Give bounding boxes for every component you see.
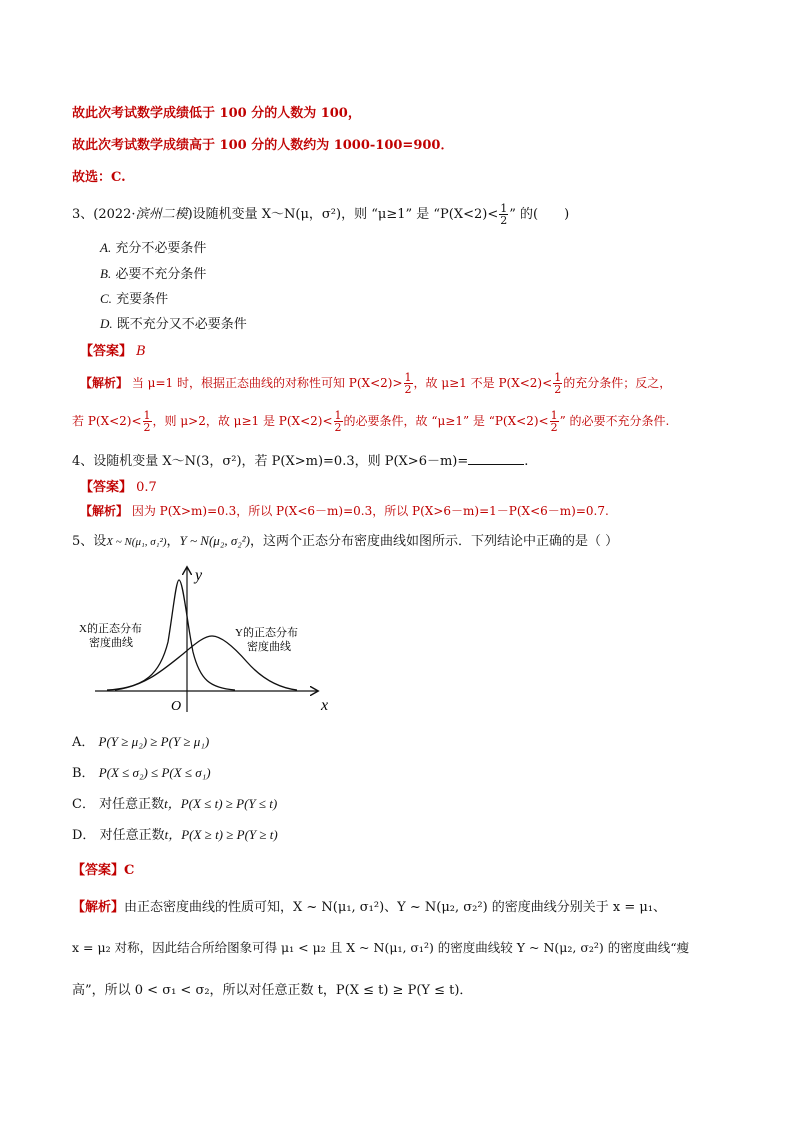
q3-analysis-line1: 【解析】 当 μ=1 时，根据正态曲线的对称性可知 P(X<2)> $\frac{1}{2}$ ，故 μ≥1 不是 P(X<2)< $\frac{1}{2}$ 的充分条件；反之， [80,371,672,396]
q5-analysis-line1: 【解析】由正态密度曲线的性质可知，X ~ N(μ₁, σ₁²)、Y ~ N(μ₂, σ₂²) 的密度曲线分别关于 x = μ₁、 [72,900,667,915]
q3-answer: 【答案】 B [80,344,146,359]
y-axis-label: y [195,567,203,584]
text-line: 故此次考试数学成绩高于 100 分的人数约为 1000-100=900． [72,138,454,153]
question-4-stem: 4、设随机变量 X～N(3，σ²)，若 P(X>m)=0.3，则 P(X>6－m)= . [72,454,529,469]
x-curve-label: 密度曲线 [89,637,133,649]
q3-option-a: A. 充分不必要条件 [100,240,207,256]
q3-stem-part: )设随机变量 X～N(μ，σ²)，则 “μ≥1” 是 “P(X<2)< [187,207,499,222]
q4-analysis: 【解析】 因为 P(X>m)=0.3，所以 P(X<6－m)=0.3，所以 P(X>6－m)=1－P(X<6－m)=0.7. [80,504,609,518]
q5-option-c: C． 对任意正数t，P(X ≤ t) ≥ P(Y ≤ t) [72,796,278,812]
q5-analysis-line2: x = μ₂ 对称，因此结合所给图象可得 μ₁ < μ₂ 且 X ~ N(μ₁, σ₁²) 的密度曲线较 Y ~ N(μ₂, σ₂²) 的密度曲线“瘦 [72,940,690,955]
question-3-stem [72,203,569,226]
x-curve-label: X的正态分布 [79,623,142,635]
q5-option-a: A． P(Y ≥ μ₂) ≥ P(Y ≥ μ₁) [72,734,210,750]
q3-analysis-line2: 若 P(X<2)< $\frac{1}{2}$ ，则 μ>2，故 μ≥1 是 P(X<2)< $\frac{1}{2}$ 的必要条件，故 “μ≥1” 是 “P(X<2)< $\frac{1}{2}$ ” 的必要不充分条件. [72,409,670,434]
q5-analysis-line3: 高”，所以 0 < σ₁ < σ₂，所以对任意正数 t，P(X ≤ t) ≥ P(Y ≤ t)． [72,983,473,998]
x-axis-label: x [321,697,329,714]
y-curve-label: Y的正态分布 [235,627,298,639]
q5-option-d: D． 对任意正数t，P(X ≥ t) ≥ P(Y ≥ t) [72,827,278,843]
q5-option-b: B． P(X ≤ σ₂) ≤ P(X ≤ σ₁) [72,765,211,781]
text-line: 故此次考试数学成绩低于 100 分的人数为 100， [72,106,361,121]
q3-option-d: D. 既不充分又不必要条件 [100,316,247,332]
origin-label: O [171,699,182,714]
y-curve-label: 密度曲线 [247,641,291,653]
q4-answer: 【答案】 0.7 [80,480,157,495]
x-density-curve [107,580,235,690]
question-5-stem: 5、设X ~ N(μ₁, σ₁²)，Y ~ N(μ₂, σ₂²)，这两个正态分布密度曲线如图所示．下列结论中正确的是（ ） [72,533,619,549]
q3-stem-part: 3、(2022· [72,207,136,222]
q3-option-c: C. 充要条件 [100,291,169,307]
q3-source: 滨州二模 [135,207,188,222]
q3-option-b: B. 必要不充分条件 [100,266,207,282]
normal-curves-figure [75,562,345,720]
answer-blank [468,464,524,465]
q3-stem-part: ” 的( ) [509,207,570,222]
fraction: $\frac{1}{2}$ [500,202,508,227]
text-line: 故选：C. [72,170,126,185]
q5-answer: 【答案】C [72,863,135,878]
